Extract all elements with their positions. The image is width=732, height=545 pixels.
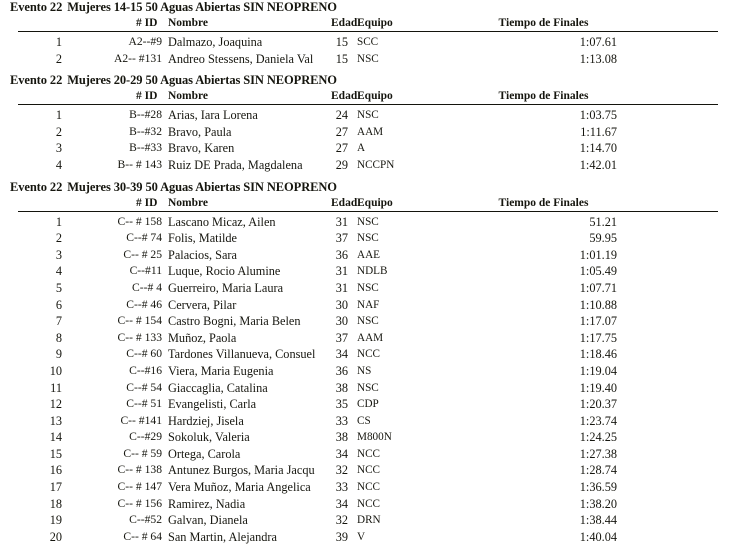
cell-name: Galvan, Dianela — [168, 513, 248, 528]
cell-age: 36 — [335, 247, 348, 262]
cell-id: C-- # 156 — [117, 496, 162, 510]
cell-age: 27 — [335, 124, 348, 139]
cell-place: 9 — [55, 347, 62, 362]
column-header-team: Equipo — [357, 17, 393, 29]
cell-id: C-- # 147 — [117, 480, 162, 494]
cell-name: San Martin, Alejandra — [168, 529, 277, 544]
cell-team: NCC — [357, 447, 381, 460]
results-rows — [0, 105, 732, 173]
event-block — [0, 0, 732, 67]
column-header-time: Tiempo de Finales — [498, 17, 589, 29]
cell-place: 13 — [49, 413, 62, 428]
cell-name: Ruiz DE Prada, Magdalena — [168, 157, 303, 172]
cell-time: 1:14.70 — [579, 141, 617, 156]
cell-age: 39 — [335, 529, 348, 544]
table-row — [0, 380, 732, 397]
cell-place: 11 — [50, 380, 62, 395]
cell-id: C-- # 64 — [123, 529, 162, 543]
cell-time: 1:23.74 — [579, 413, 617, 428]
cell-time: 1:36.59 — [579, 480, 617, 495]
cell-team: NCC — [357, 348, 381, 361]
cell-place: 14 — [49, 430, 62, 445]
table-row — [0, 462, 732, 479]
cell-name: Antunez Burgos, Maria Jacqu — [168, 463, 315, 478]
table-row — [0, 107, 732, 124]
column-header-name: Nombre — [168, 196, 209, 209]
cell-team: NCC — [357, 481, 381, 494]
cell-id: C-- #141 — [120, 413, 162, 427]
cell-name: Folis, Matilde — [168, 231, 238, 246]
cell-place: 1 — [55, 108, 62, 123]
cell-id: C--# 4 — [132, 280, 162, 294]
cell-team: CS — [357, 414, 371, 427]
cell-time: 1:17.07 — [579, 314, 617, 329]
cell-time: 51.21 — [589, 214, 617, 229]
cell-time: 1:19.40 — [579, 380, 617, 395]
table-row — [0, 124, 732, 141]
cell-team: V — [357, 530, 366, 543]
cell-id: C--#11 — [129, 264, 162, 278]
cell-team: SCC — [357, 36, 379, 48]
cell-id: B--#28 — [129, 108, 162, 122]
column-header-name: Nombre — [168, 90, 209, 103]
cell-id: C--# 46 — [126, 297, 162, 311]
table-row — [0, 313, 732, 330]
cell-id: C--#29 — [129, 430, 162, 444]
cell-time: 1:05.49 — [579, 264, 617, 279]
table-row — [0, 230, 732, 247]
column-header-time: Tiempo de Finales — [498, 90, 589, 103]
cell-age: 37 — [335, 330, 348, 345]
cell-age: 33 — [335, 413, 348, 428]
cell-id: C-- # 59 — [123, 446, 162, 460]
results-rows — [0, 32, 732, 67]
cell-team: AAM — [357, 125, 384, 138]
cell-id: A2--#9 — [128, 35, 162, 48]
cell-age: 36 — [335, 363, 348, 378]
cell-time: 1:17.75 — [579, 330, 617, 345]
cell-id: C--# 51 — [126, 397, 162, 411]
cell-place: 12 — [49, 397, 62, 412]
event-block — [0, 180, 732, 545]
cell-name: Giaccaglia, Catalina — [168, 380, 268, 395]
cell-id: C--# 60 — [126, 347, 162, 361]
cell-team: NSC — [357, 281, 379, 294]
cell-age: 15 — [335, 51, 348, 66]
cell-team: NCC — [357, 497, 381, 510]
cell-team: NSC — [357, 52, 379, 65]
table-row — [0, 529, 732, 545]
cell-age: 37 — [335, 231, 348, 246]
cell-name: Lascano Micaz, Ailen — [168, 214, 276, 229]
column-header-team: Equipo — [357, 196, 393, 209]
cell-id: C-- # 133 — [117, 330, 162, 344]
cell-time: 1:07.71 — [579, 280, 617, 295]
cell-name: Hardziej, Jisela — [168, 413, 244, 428]
table-row — [0, 51, 732, 68]
cell-name: Andreo Stessens, Daniela Val — [168, 51, 314, 66]
cell-team: NAF — [357, 298, 380, 311]
event-number: Evento 22 — [10, 73, 63, 88]
cell-time: 1:27.38 — [579, 446, 617, 461]
cell-name: Sokoluk, Valeria — [168, 430, 250, 445]
cell-age: 34 — [335, 446, 348, 461]
cell-team: NDLB — [357, 265, 388, 278]
column-header-age: Edad — [331, 17, 358, 29]
event-block — [0, 73, 732, 173]
table-row — [0, 446, 732, 463]
cell-name: Bravo, Karen — [168, 141, 235, 156]
cell-time: 1:24.25 — [579, 430, 617, 445]
table-row — [0, 297, 732, 314]
cell-id: C-- # 154 — [117, 314, 162, 328]
cell-name: Vera Muñoz, Maria Angelica — [168, 480, 311, 495]
event-number: Evento 22 — [10, 0, 63, 14]
cell-name: Viera, Maria Eugenia — [168, 363, 274, 378]
column-header-row — [0, 16, 732, 31]
event-number: Evento 22 — [10, 179, 63, 194]
cell-age: 27 — [335, 141, 348, 156]
cell-time: 1:11.67 — [580, 124, 617, 139]
cell-place: 2 — [55, 231, 62, 246]
cell-time: 1:03.75 — [579, 108, 617, 123]
event-title — [0, 180, 732, 196]
cell-team: NSC — [357, 232, 379, 245]
table-row — [0, 157, 732, 174]
table-row — [0, 247, 732, 264]
cell-place: 8 — [55, 330, 62, 345]
table-row — [0, 140, 732, 157]
cell-place: 18 — [49, 496, 62, 511]
cell-age: 31 — [335, 264, 348, 279]
cell-age: 33 — [335, 480, 348, 495]
cell-age: 31 — [335, 280, 348, 295]
cell-time: 1:38.20 — [579, 496, 617, 511]
cell-team: M800N — [357, 431, 392, 444]
cell-place: 4 — [55, 264, 62, 279]
cell-id: C-- # 138 — [117, 463, 162, 477]
cell-team: NCC — [357, 464, 381, 477]
cell-age: 32 — [335, 463, 348, 478]
cell-time: 1:07.61 — [579, 35, 617, 49]
cell-place: 17 — [49, 480, 62, 495]
cell-team: NCCPN — [357, 158, 395, 171]
cell-id: C-- # 25 — [123, 247, 162, 261]
cell-name: Tardones Villanueva, Consuel — [168, 347, 316, 362]
cell-name: Evangelisti, Carla — [168, 397, 257, 412]
cell-id: C--#52 — [129, 513, 162, 527]
column-header-id: # ID — [136, 196, 158, 209]
column-header-age: Edad — [331, 196, 358, 209]
cell-age: 24 — [335, 108, 348, 123]
table-row — [0, 34, 732, 51]
cell-id: C--# 74 — [126, 231, 162, 245]
cell-age: 35 — [335, 397, 348, 412]
table-row — [0, 280, 732, 297]
cell-time: 1:19.04 — [579, 363, 617, 378]
table-row — [0, 214, 732, 231]
table-row — [0, 263, 732, 280]
cell-name: Arias, Iara Lorena — [168, 108, 258, 123]
cell-name: Dalmazo, Joaquina — [168, 35, 263, 49]
cell-time: 1:13.08 — [579, 51, 617, 66]
cell-place: 3 — [55, 141, 62, 156]
column-header-name: Nombre — [168, 17, 209, 29]
cell-age: 38 — [335, 430, 348, 445]
cell-place: 4 — [55, 157, 62, 172]
cell-time: 1:40.04 — [579, 529, 617, 544]
cell-place: 5 — [55, 280, 62, 295]
cell-age: 34 — [335, 347, 348, 362]
column-header-age: Edad — [331, 90, 358, 103]
table-row — [0, 413, 732, 430]
cell-age: 31 — [335, 214, 348, 229]
cell-name: Ortega, Carola — [168, 446, 241, 461]
cell-time: 1:10.88 — [579, 297, 617, 312]
cell-place: 1 — [55, 35, 62, 49]
cell-name: Palacios, Sara — [168, 247, 237, 262]
cell-time: 1:20.37 — [579, 397, 617, 412]
cell-time: 1:38.44 — [579, 513, 617, 528]
event-description: Mujeres 20-29 50 Aguas Abiertas SIN NEOPRENO — [67, 73, 337, 88]
cell-age: 38 — [335, 380, 348, 395]
cell-id: C--#16 — [129, 363, 162, 377]
cell-name: Bravo, Paula — [168, 124, 232, 139]
table-row — [0, 512, 732, 529]
cell-age: 29 — [335, 157, 348, 172]
table-row — [0, 479, 732, 496]
cell-place: 16 — [49, 463, 62, 478]
cell-name: Luque, Rocio Alumine — [168, 264, 281, 279]
event-description: Mujeres 30-39 50 Aguas Abiertas SIN NEOPRENO — [67, 179, 337, 194]
cell-team: A — [357, 142, 366, 155]
column-header-time: Tiempo de Finales — [498, 196, 589, 209]
event-title — [0, 73, 732, 89]
cell-age: 34 — [335, 496, 348, 511]
cell-age: 15 — [335, 35, 348, 49]
cell-place: 7 — [55, 314, 62, 329]
cell-place: 3 — [55, 247, 62, 262]
cell-age: 32 — [335, 513, 348, 528]
cell-team: NSC — [357, 381, 379, 394]
cell-time: 1:01.19 — [579, 247, 617, 262]
column-header-team: Equipo — [357, 90, 393, 103]
cell-team: NS — [357, 364, 372, 377]
cell-time: 1:28.74 — [579, 463, 617, 478]
cell-id: B-- # 143 — [117, 157, 162, 171]
cell-team: CDP — [357, 398, 379, 411]
cell-name: Ramirez, Nadia — [168, 496, 246, 511]
column-header-id: # ID — [136, 17, 158, 29]
table-row — [0, 496, 732, 513]
cell-place: 6 — [55, 297, 62, 312]
cell-time: 1:18.46 — [579, 347, 617, 362]
table-row — [0, 363, 732, 380]
table-row — [0, 429, 732, 446]
cell-id: C-- # 158 — [117, 214, 162, 228]
cell-place: 2 — [55, 124, 62, 139]
cell-name: Castro Bogni, Maria Belen — [168, 314, 301, 329]
cell-id: B--#32 — [129, 124, 162, 138]
cell-team: NSC — [357, 215, 379, 228]
event-title — [0, 0, 732, 16]
cell-age: 30 — [335, 297, 348, 312]
cell-id: A2-- #131 — [114, 51, 162, 65]
cell-team: NSC — [357, 109, 379, 122]
column-header-row — [0, 89, 732, 104]
cell-team: NSC — [357, 315, 379, 328]
cell-place: 1 — [55, 214, 62, 229]
cell-team: AAM — [357, 331, 384, 344]
cell-place: 20 — [49, 529, 62, 544]
column-header-row — [0, 196, 732, 211]
cell-place: 10 — [49, 363, 62, 378]
cell-name: Muñoz, Paola — [168, 330, 237, 345]
cell-place: 2 — [55, 51, 62, 66]
cell-id: B--#33 — [129, 141, 162, 155]
cell-team: AAE — [357, 248, 380, 261]
cell-name: Guerreiro, Maria Laura — [168, 280, 284, 295]
table-row — [0, 330, 732, 347]
event-description: Mujeres 14-15 50 Aguas Abiertas SIN NEOPRENO — [67, 0, 337, 14]
cell-place: 15 — [49, 446, 62, 461]
cell-id: C--# 54 — [126, 380, 162, 394]
cell-name: Cervera, Pilar — [168, 297, 237, 312]
cell-time: 59.95 — [589, 231, 617, 246]
table-row — [0, 346, 732, 363]
cell-time: 1:42.01 — [579, 157, 617, 172]
cell-team: DRN — [357, 514, 381, 527]
results-rows — [0, 212, 732, 545]
column-header-id: # ID — [136, 90, 158, 103]
table-row — [0, 396, 732, 413]
cell-age: 30 — [335, 314, 348, 329]
cell-place: 19 — [49, 513, 62, 528]
